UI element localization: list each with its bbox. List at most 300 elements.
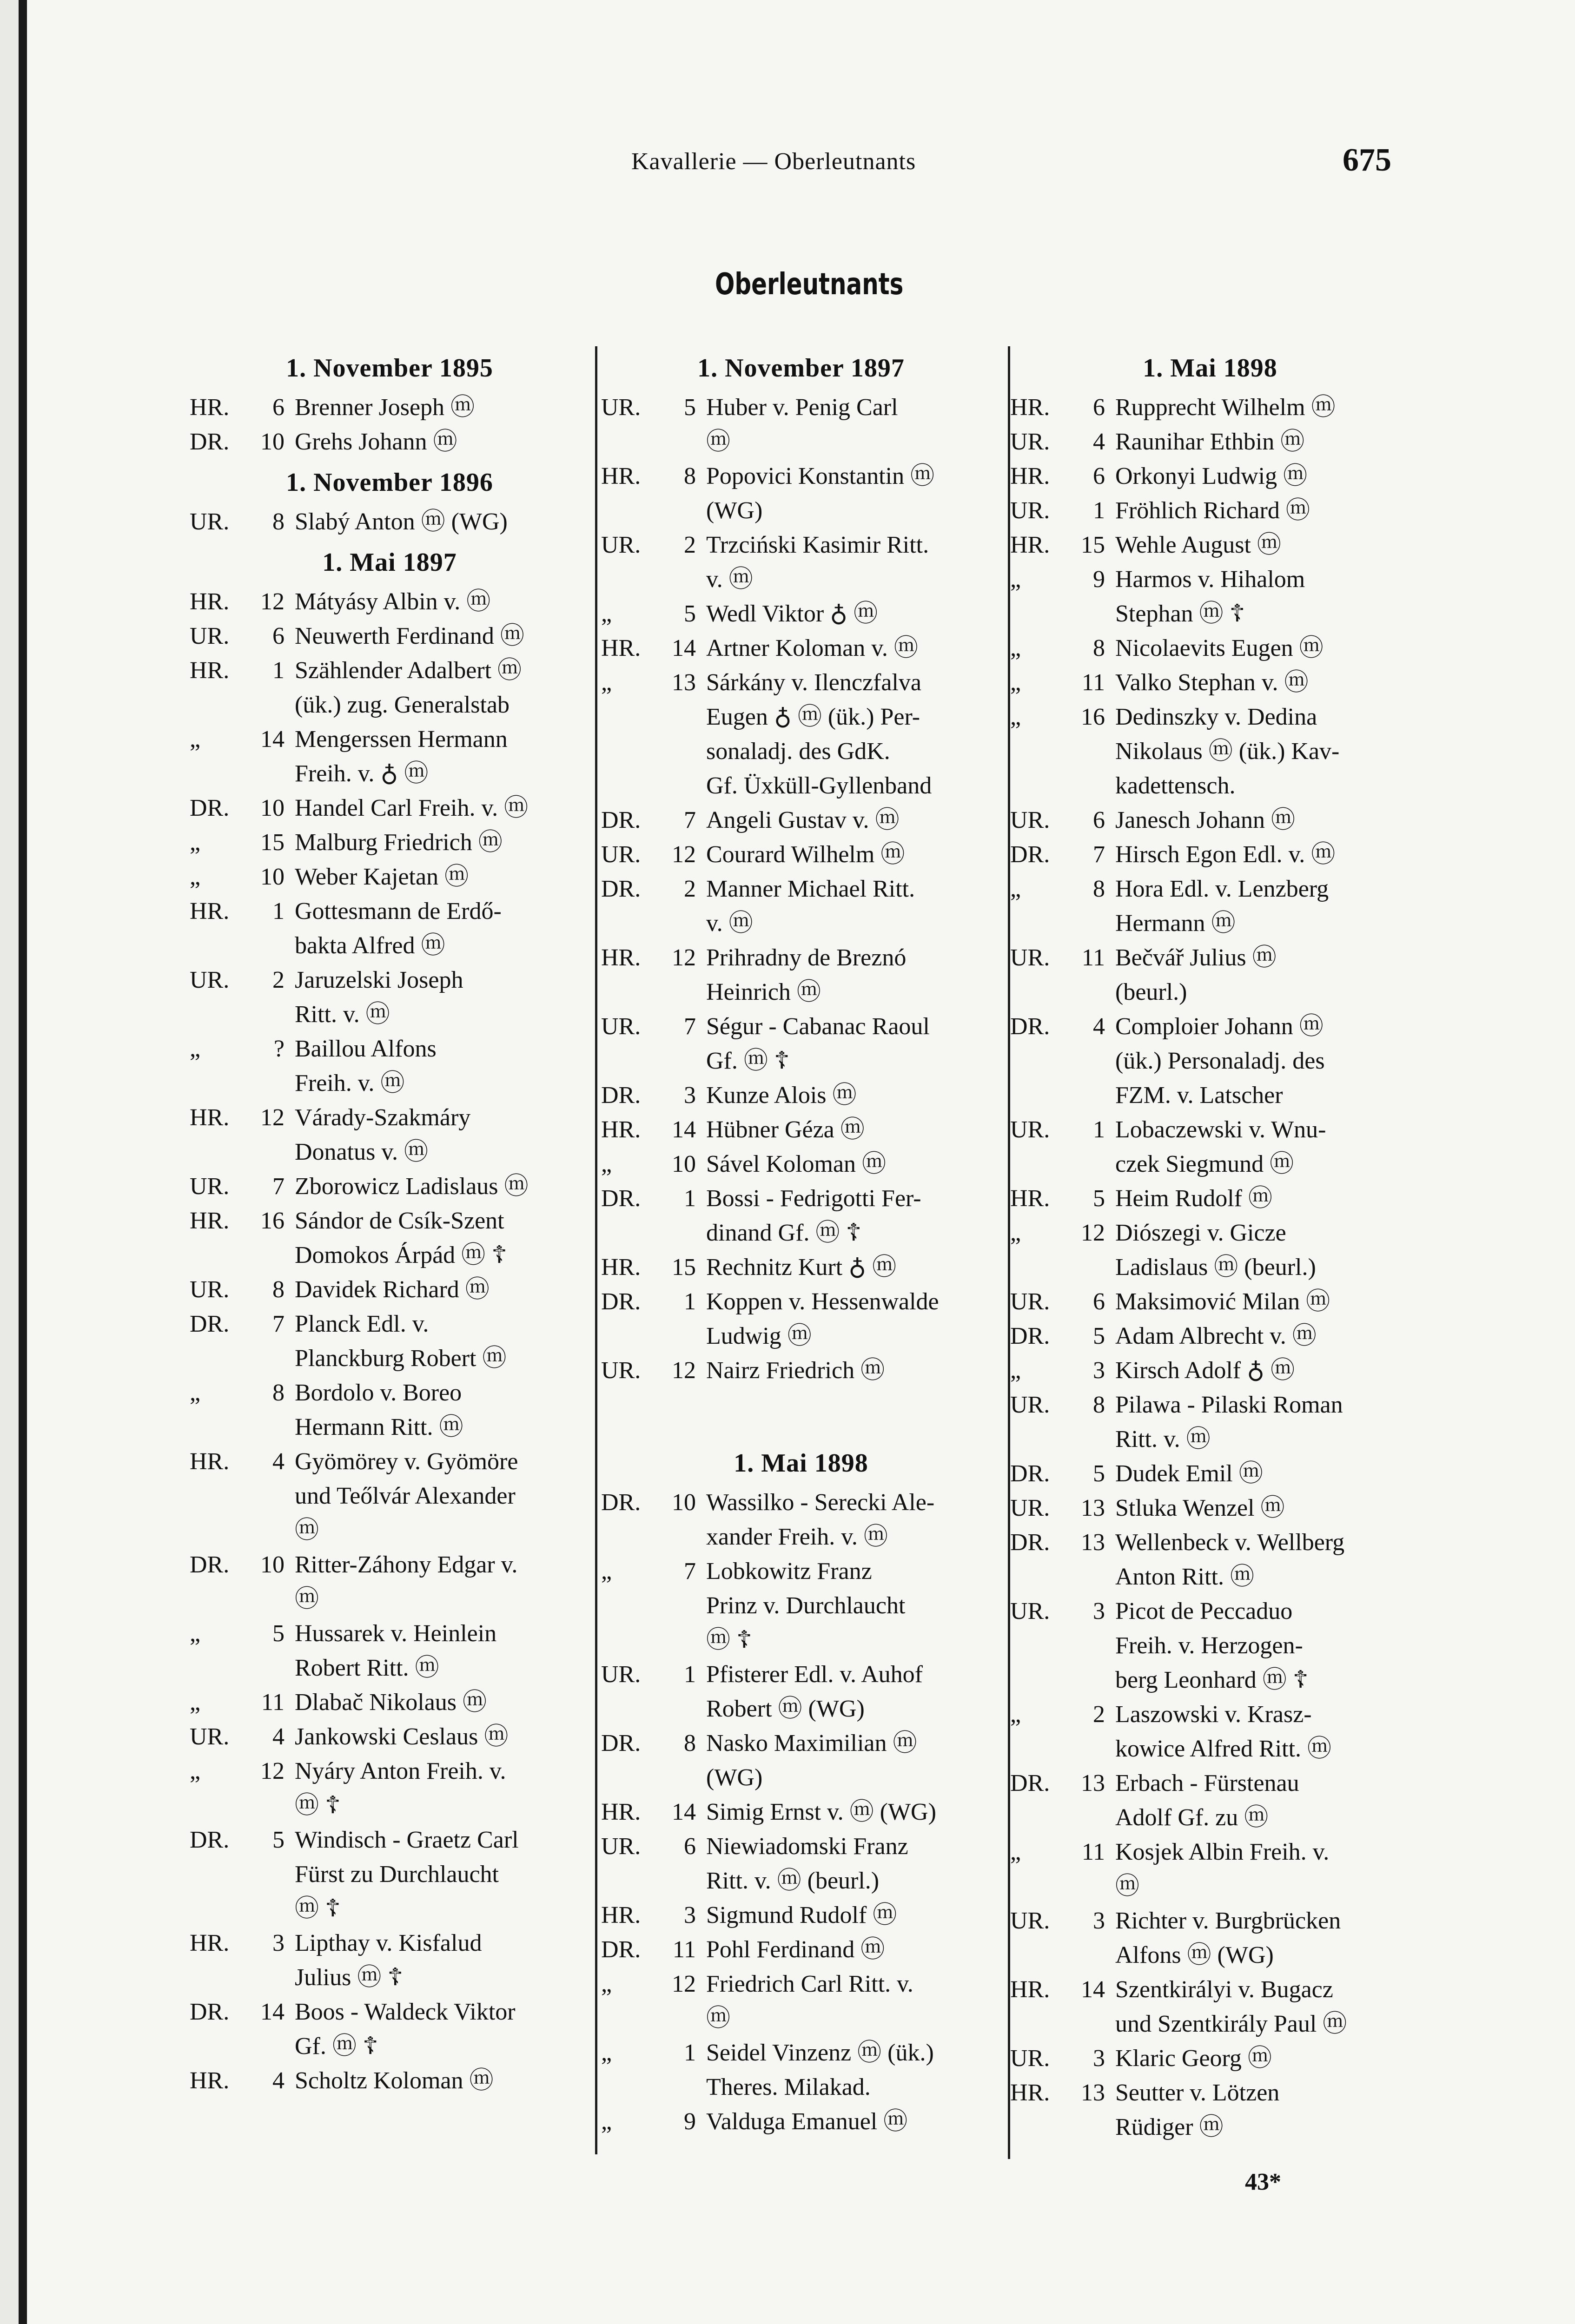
officer-name	[1115, 390, 1410, 425]
regiment-number: 10	[260, 864, 285, 890]
name-line: Lobaczewski v. Wnu-	[1115, 1116, 1326, 1143]
regiment-number: 2	[272, 967, 285, 993]
regiment-number: 4	[272, 2067, 285, 2094]
name-line: dinand Gf. ⓜ ☦	[706, 1220, 862, 1246]
regiment-type: UR.	[190, 967, 230, 993]
name-line: Dlabač Nikolaus ⓜ	[295, 1689, 487, 1716]
regiment-type: DR.	[190, 1827, 230, 1853]
name-line: Kirsch Adolf ♁ ⓜ	[1115, 1357, 1295, 1384]
regiment-type: UR.	[601, 532, 641, 558]
page-number: 675	[1343, 142, 1391, 178]
regiment-number: 12	[672, 841, 696, 868]
regiment-number: 12	[672, 1971, 696, 1997]
name-line: Nicolaevits Eugen ⓜ	[1115, 635, 1324, 661]
name-line: Pohl Ferdinand ⓜ	[706, 1936, 885, 1963]
name-line: Sável Koloman ⓜ	[706, 1151, 887, 1177]
name-line: Hermann Ritt. ⓜ	[295, 1414, 463, 1440]
name-line: Julius ⓜ ☦	[295, 1964, 404, 1991]
officer-name	[295, 825, 589, 860]
regiment-type: DR.	[190, 429, 230, 455]
officer-name	[1115, 1491, 1410, 1525]
regiment-number: 8	[1093, 1392, 1105, 1418]
name-line: Jankowski Ceslaus ⓜ	[295, 1723, 509, 1750]
name-line: ⓜ	[706, 429, 731, 455]
officer-name	[295, 791, 589, 825]
regiment-type: UR.	[1010, 2045, 1050, 2072]
regiment-number: 13	[1081, 1529, 1105, 1556]
officer-name	[706, 1554, 1001, 1657]
name-line: Hussarek v. Heinlein	[295, 1620, 497, 1647]
name-line: (WG)	[706, 497, 763, 524]
name-line: sonaladj. des GdK.	[706, 738, 890, 765]
officer-entry	[1010, 562, 1410, 631]
officer-entry	[1010, 390, 1410, 425]
officer-entry	[1010, 1973, 1410, 2041]
officer-name	[706, 941, 1001, 1010]
regiment-type: UR.	[190, 1276, 230, 1303]
name-line: Donatus v. ⓜ	[295, 1139, 428, 1165]
officer-name	[295, 585, 589, 619]
book-page	[19, 0, 1575, 2324]
regiment-number: 6	[684, 1833, 696, 1860]
name-line: Maksimović Milan ⓜ	[1115, 1288, 1330, 1315]
officer-entry	[190, 619, 589, 654]
officer-name	[706, 528, 1001, 597]
officer-name	[706, 1285, 1001, 1353]
name-line: Orkonyi Ludwig ⓜ	[1115, 463, 1308, 489]
name-line: Gottesmann de Erdő-	[295, 898, 502, 924]
name-line: Sándor de Csík-Szent	[295, 1208, 504, 1234]
name-line: Comploier Johann ⓜ	[1115, 1013, 1324, 1040]
officer-entry	[190, 654, 589, 722]
officer-entry	[1010, 2076, 1410, 2145]
regiment-number: 7	[272, 1173, 285, 1200]
regiment-type: HR.	[1010, 532, 1050, 558]
officer-name	[1115, 1216, 1410, 1285]
name-line: Dudek Emil ⓜ	[1115, 1460, 1263, 1487]
regiment-type: UR.	[601, 1357, 641, 1384]
officer-name	[706, 1078, 1001, 1113]
date-heading: 1. Mai 1898	[734, 1449, 868, 1478]
name-line: Gf. Üxküll-Gyllenband	[706, 772, 932, 799]
name-line: Bečvář Julius ⓜ	[1115, 944, 1277, 971]
regiment-type: UR.	[190, 623, 230, 649]
officer-entry	[601, 631, 1001, 666]
officer-entry	[190, 825, 589, 860]
regiment-type: HR.	[601, 1799, 641, 1825]
regiment-number: 14	[672, 1116, 696, 1143]
name-line: Davidek Richard ⓜ	[295, 1276, 490, 1303]
regiment-number: 9	[1093, 566, 1105, 593]
officer-entry	[1010, 1491, 1410, 1525]
officer-name	[295, 1101, 589, 1169]
name-line: Windisch - Graetz Carl	[295, 1827, 519, 1853]
name-line: ⓜ	[295, 1517, 319, 1544]
name-line: Wehle August ⓜ	[1115, 532, 1281, 558]
officer-name	[295, 894, 589, 963]
officer-name	[706, 1010, 1001, 1078]
officer-entry	[601, 941, 1001, 1010]
regiment-number: 8	[272, 1380, 285, 1406]
name-line: ⓜ	[706, 2005, 731, 2032]
regiment-number: 10	[260, 1552, 285, 1578]
name-line: Laszowski v. Krasz-	[1115, 1701, 1312, 1728]
name-line: Sigmund Rudolf ⓜ	[706, 1902, 897, 1928]
name-line: Stephan ⓜ ☦	[1115, 601, 1245, 627]
officer-name	[295, 963, 589, 1032]
name-line: Bordolo v. Boreo	[295, 1380, 462, 1406]
regiment-type: HR.	[601, 944, 641, 971]
name-line: Wassilko - Serecki Ale-	[706, 1489, 935, 1516]
officer-entry	[190, 1445, 589, 1548]
regiment-number: 11	[672, 1936, 696, 1963]
regiment-number: 8	[272, 508, 285, 535]
regiment-type: HR.	[1010, 463, 1050, 489]
name-line: Courard Wilhelm ⓜ	[706, 841, 905, 868]
officer-name	[1115, 2041, 1410, 2076]
officer-name	[1115, 666, 1410, 700]
regiment-type: „	[190, 1620, 201, 1647]
officer-name	[1115, 1388, 1410, 1457]
name-line: Neuwerth Ferdinand ⓜ	[295, 623, 524, 649]
regiment-type: UR.	[1010, 429, 1050, 455]
regiment-number: 7	[272, 1311, 285, 1337]
officer-name	[295, 1445, 589, 1548]
officer-entry	[190, 425, 589, 459]
officer-name	[295, 1617, 589, 1685]
regiment-type: „	[190, 726, 201, 753]
regiment-number: 10	[672, 1489, 696, 1516]
regiment-number: 6	[1093, 463, 1105, 489]
officer-name	[1115, 1766, 1410, 1835]
name-line: bakta Alfred ⓜ	[295, 932, 445, 959]
officer-entry	[601, 1829, 1001, 1898]
regiment-number: 8	[1093, 876, 1105, 902]
name-line: Diószegi v. Gicze	[1115, 1220, 1286, 1246]
officer-entry	[190, 1273, 589, 1307]
regiment-type: „	[1010, 1701, 1021, 1728]
regiment-number: 2	[1093, 1701, 1105, 1728]
name-line: Alfons ⓜ (WG)	[1115, 1942, 1274, 1968]
officer-entry	[190, 894, 589, 963]
name-line: Grehs Johann ⓜ	[295, 429, 457, 455]
officer-entry	[601, 666, 1001, 803]
officer-entry	[601, 1726, 1001, 1795]
regiment-number: 7	[684, 807, 696, 833]
name-line: Anton Ritt. ⓜ	[1115, 1564, 1255, 1590]
name-line: Ritter-Záhony Edgar v.	[295, 1552, 518, 1578]
officer-entry	[601, 390, 1001, 459]
regiment-number: 4	[1093, 429, 1105, 455]
officer-entry	[601, 1967, 1001, 2036]
name-line: Robert Ritt. ⓜ	[295, 1655, 439, 1681]
column-3	[1010, 353, 1410, 2145]
regiment-number: 6	[1093, 394, 1105, 421]
regiment-number: 12	[672, 1357, 696, 1384]
officer-entry	[1010, 2041, 1410, 2076]
regiment-type: HR.	[190, 657, 230, 684]
regiment-number: 5	[1093, 1185, 1105, 1212]
officer-entry	[1010, 666, 1410, 700]
regiment-number: 3	[684, 1082, 696, 1109]
officer-name	[1115, 872, 1410, 941]
regiment-number: 14	[1081, 1976, 1105, 2003]
officer-entry	[601, 1898, 1001, 1933]
officer-entry	[601, 1010, 1001, 1078]
officer-entry	[190, 1032, 589, 1101]
name-line: Sárkány v. Ilenczfalva	[706, 669, 921, 696]
regiment-number: 12	[260, 1758, 285, 1784]
officer-entry	[601, 2105, 1001, 2139]
name-line: Nyáry Anton Freih. v.	[295, 1758, 506, 1784]
officer-name	[706, 2036, 1001, 2105]
regiment-number: 8	[684, 463, 696, 489]
name-line: Harmos v. Hihalom	[1115, 566, 1305, 593]
regiment-number: 11	[1081, 944, 1105, 971]
officer-entry	[1010, 1697, 1410, 1766]
regiment-type: DR.	[1010, 1529, 1050, 1556]
officer-name	[295, 425, 589, 459]
officer-name	[1115, 528, 1410, 562]
officer-entry	[190, 791, 589, 825]
officer-entry	[1010, 631, 1410, 666]
regiment-type: HR.	[601, 1254, 641, 1281]
regiment-number: 1	[272, 657, 285, 684]
name-line: Kosjek Albin Freih. v.	[1115, 1839, 1330, 1865]
regiment-number: 16	[260, 1208, 285, 1234]
name-line: kadettensch.	[1115, 772, 1236, 799]
officer-name	[1115, 494, 1410, 528]
officer-name	[706, 631, 1001, 666]
regiment-type: UR.	[601, 1661, 641, 1688]
regiment-type: HR.	[190, 1104, 230, 1131]
regiment-number: 6	[1093, 1288, 1105, 1315]
officer-name	[1115, 2076, 1410, 2145]
regiment-type: DR.	[1010, 1013, 1050, 1040]
date-heading: 1. November 1895	[286, 354, 493, 383]
regiment-type: UR.	[601, 1013, 641, 1040]
regiment-number: 5	[272, 1620, 285, 1647]
officer-entry	[601, 1554, 1001, 1657]
officer-entry	[190, 390, 589, 425]
officer-entry	[1010, 1457, 1410, 1491]
regiment-number: 7	[1093, 841, 1105, 868]
regiment-number: 13	[1081, 1770, 1105, 1796]
regiment-number: 14	[672, 635, 696, 661]
regiment-number: 11	[261, 1689, 285, 1716]
regiment-type: UR.	[1010, 497, 1050, 524]
regiment-type: DR.	[601, 1936, 641, 1963]
date-heading: 1. Mai 1897	[322, 548, 457, 577]
officer-entry	[601, 1078, 1001, 1113]
name-line: ⓜ ☦	[295, 1895, 341, 1922]
officer-name	[295, 2064, 589, 2098]
name-line: Rüdiger ⓜ	[1115, 2114, 1224, 2140]
regiment-number: 10	[672, 1151, 696, 1177]
regiment-type: „	[1010, 566, 1021, 593]
regiment-number: 4	[272, 1723, 285, 1750]
regiment-type: HR.	[1010, 1976, 1050, 2003]
officer-name	[1115, 1457, 1410, 1491]
date-heading: 1. Mai 1898	[1143, 354, 1277, 383]
regiment-type: DR.	[601, 1288, 641, 1315]
date-heading: 1. November 1896	[286, 468, 493, 497]
officer-entry	[601, 872, 1001, 941]
officer-name	[1115, 1319, 1410, 1353]
regiment-type: „	[190, 1689, 201, 1716]
regiment-type: „	[1010, 1839, 1021, 1865]
name-line: Erbach - Fürstenau	[1115, 1770, 1299, 1796]
officer-entry	[190, 1307, 589, 1376]
name-line: Prihradny de Breznó	[706, 944, 907, 971]
regiment-number: 4	[272, 1448, 285, 1475]
name-line: ⓜ ☦	[295, 1792, 341, 1819]
regiment-type: HR.	[601, 463, 641, 489]
officer-name	[1115, 1904, 1410, 1973]
name-line: v. ⓜ	[706, 910, 753, 937]
officer-name	[1115, 1835, 1410, 1904]
name-line: ⓜ	[1115, 1873, 1140, 1900]
name-line: Várady-Szakmáry	[295, 1104, 471, 1131]
regiment-type: UR.	[190, 1173, 230, 1200]
regiment-type: HR.	[190, 1448, 230, 1475]
officer-name	[1115, 1697, 1410, 1766]
officer-name	[1115, 425, 1410, 459]
name-line: Seidel Vinzenz ⓜ (ük.)	[706, 2040, 934, 2066]
officer-name	[295, 1273, 589, 1307]
officer-name	[706, 390, 1001, 459]
regiment-number: 1	[684, 1185, 696, 1212]
regiment-number: 12	[672, 944, 696, 971]
name-line: Popovici Konstantin ⓜ	[706, 463, 935, 489]
regiment-type: DR.	[190, 1311, 230, 1337]
regiment-type: UR.	[601, 394, 641, 421]
officer-name	[295, 1754, 589, 1823]
regiment-type: HR.	[601, 1116, 641, 1143]
regiment-number: 3	[1093, 2045, 1105, 2072]
officer-name	[295, 1720, 589, 1754]
officer-entry	[190, 1754, 589, 1823]
name-line: Dedinszky v. Dedina	[1115, 704, 1317, 730]
regiment-number: 4	[1093, 1013, 1105, 1040]
officer-entry	[601, 1657, 1001, 1726]
name-line: FZM. v. Latscher	[1115, 1082, 1283, 1109]
officer-entry	[190, 1685, 589, 1720]
regiment-number: 12	[260, 588, 285, 615]
officer-entry	[190, 1617, 589, 1685]
officer-name	[706, 1486, 1001, 1554]
regiment-type: DR.	[601, 1082, 641, 1109]
name-line: Freih. v. Herzogen-	[1115, 1632, 1303, 1659]
name-line: Raunihar Ethbin ⓜ	[1115, 429, 1305, 455]
officer-name	[706, 1967, 1001, 2036]
officer-name	[295, 1823, 589, 1926]
regiment-type: HR.	[190, 588, 230, 615]
regiment-number: 5	[684, 601, 696, 627]
regiment-type: UR.	[601, 1833, 641, 1860]
name-line: Wedl Viktor ♁ ⓜ	[706, 601, 878, 627]
regiment-number: 10	[260, 429, 285, 455]
regiment-type: UR.	[1010, 807, 1050, 833]
regiment-type: „	[1010, 704, 1021, 730]
name-line: Valduga Emanuel ⓜ	[706, 2108, 908, 2135]
officer-entry	[601, 1933, 1001, 1967]
regiment-type: DR.	[601, 1489, 641, 1516]
officer-name	[1115, 1285, 1410, 1319]
officer-name	[706, 1113, 1001, 1147]
officer-entry	[601, 1285, 1001, 1353]
name-line: (beurl.)	[1115, 979, 1187, 1005]
regiment-type: DR.	[601, 1730, 641, 1756]
signature-mark: 43*	[1245, 2169, 1281, 2195]
officer-name	[295, 1169, 589, 1204]
name-line: Kunze Alois ⓜ	[706, 1082, 857, 1109]
column-divider	[595, 346, 597, 2154]
officer-entry	[601, 1795, 1001, 1829]
officer-name	[1115, 459, 1410, 494]
name-line: Ritt. v. ⓜ	[1115, 1426, 1211, 1452]
name-line: Theres. Milakad.	[706, 2074, 871, 2100]
name-line: xander Freih. v. ⓜ	[706, 1524, 888, 1550]
officer-entry	[1010, 494, 1410, 528]
regiment-type: HR.	[601, 1902, 641, 1928]
name-line: Hora Edl. v. Lenzberg	[1115, 876, 1329, 902]
regiment-type: UR.	[1010, 1288, 1050, 1315]
regiment-type: DR.	[1010, 1323, 1050, 1349]
officer-entry	[1010, 528, 1410, 562]
officer-name	[706, 1657, 1001, 1726]
officer-name	[706, 1726, 1001, 1795]
name-line: Szählender Adalbert ⓜ	[295, 657, 522, 684]
officer-entry	[190, 1926, 589, 1995]
regiment-type: DR.	[1010, 1770, 1050, 1796]
officer-entry	[190, 1548, 589, 1617]
officer-name	[295, 390, 589, 425]
regiment-type: „	[601, 1151, 612, 1177]
regiment-type: HR.	[190, 394, 230, 421]
regiment-number: 1	[684, 2040, 696, 2066]
officer-entry	[1010, 803, 1410, 838]
name-line: Koppen v. Hessenwalde	[706, 1288, 939, 1315]
name-line: Niewiadomski Franz	[706, 1833, 908, 1860]
officer-entry	[1010, 1766, 1410, 1835]
officer-name	[706, 872, 1001, 941]
name-line: Planckburg Robert ⓜ	[295, 1345, 507, 1372]
officer-name	[706, 838, 1001, 872]
regiment-number: 15	[260, 829, 285, 856]
officer-name	[706, 1250, 1001, 1285]
officer-name	[295, 1376, 589, 1445]
officer-entry	[601, 803, 1001, 838]
name-line: czek Siegmund ⓜ	[1115, 1151, 1294, 1177]
officer-name	[706, 1353, 1001, 1388]
regiment-type: „	[1010, 1357, 1021, 1384]
name-line: Planck Edl. v.	[295, 1311, 429, 1337]
name-line: Klaric Georg ⓜ	[1115, 2045, 1272, 2072]
name-line: Lobkowitz Franz	[706, 1558, 872, 1585]
regiment-number: 6	[272, 623, 285, 649]
officer-entry	[1010, 425, 1410, 459]
regiment-number: 13	[672, 669, 696, 696]
name-line: Eugen ♁ ⓜ (ük.) Per-	[706, 704, 920, 730]
regiment-type: DR.	[1010, 841, 1050, 868]
regiment-number: 14	[672, 1799, 696, 1825]
regiment-number: 5	[272, 1827, 285, 1853]
regiment-type: „	[601, 2108, 612, 2135]
officer-entry	[1010, 1525, 1410, 1594]
officer-name	[706, 1795, 1001, 1829]
officer-name	[295, 860, 589, 894]
